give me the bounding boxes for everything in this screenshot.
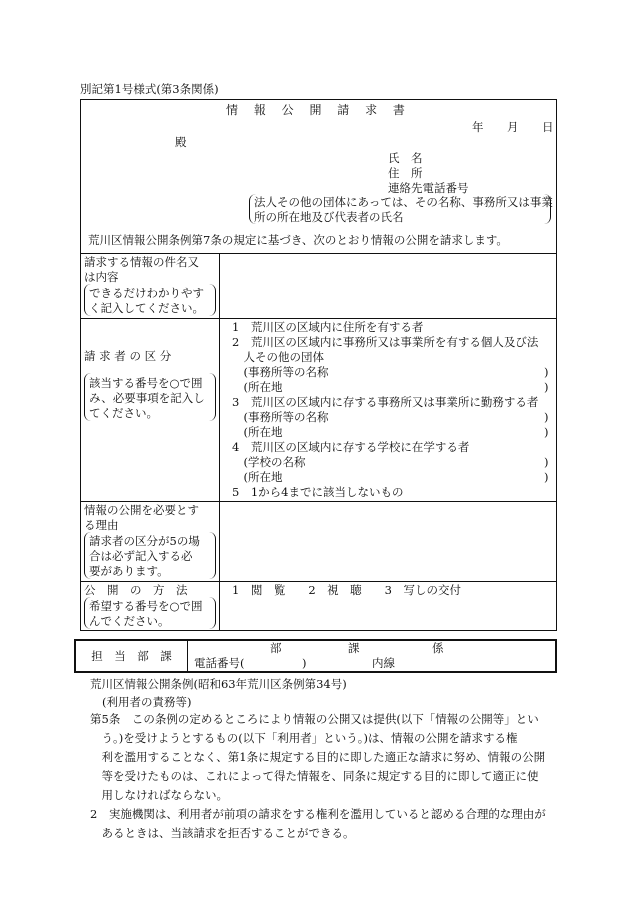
staff-bu-label: 部 — [270, 641, 282, 655]
date-month-label: 月 — [507, 120, 519, 134]
form-title: 情 報 公 開 請 求 書 — [226, 103, 411, 117]
ordinance-line: 用しなければならない。 — [90, 788, 228, 802]
staff-ka-label: 課 — [348, 641, 360, 655]
category-item-3-office-address[interactable]: (所在地 — [232, 425, 283, 439]
close-paren: ) — [544, 470, 549, 484]
ordinance-line: 2 実施機関は、利用者が前項の請求をする権利を濫用していると認める合理的な理由が — [90, 807, 546, 821]
row-divider-reason — [80, 581, 557, 582]
category-item-1[interactable]: 1 荒川区の区域内に住所を有する者 — [232, 320, 424, 334]
ordinance-line: う。)を受けようとするもの(以下「利用者」という。)は、情報の公開を請求する権 — [90, 731, 518, 745]
subject-label-line2: は内容 — [84, 270, 119, 284]
category-item-2-cont: 人その他の団体 — [232, 350, 324, 364]
request-statement: 荒川区情報公開条例第7条の規定に基づき、次のとおり情報の公開を請求します。 — [88, 233, 508, 247]
close-paren: ) — [544, 425, 549, 439]
reason-label-line2: る理由 — [84, 518, 119, 532]
staff-divider — [187, 640, 188, 672]
staff-kakari-label: 係 — [432, 641, 444, 655]
category-item-2[interactable]: 2 荒川区の区域内に事務所又は事業所を有する個人及び法 — [232, 335, 539, 349]
form-identifier: 別記第1号様式(第3条関係) — [80, 82, 219, 96]
category-item-2-office-address[interactable]: (所在地 — [232, 380, 283, 394]
method-note-line2: んでください。 — [89, 614, 170, 628]
method-label: 公 開 の 方 法 — [84, 583, 188, 597]
subject-input-area[interactable] — [221, 256, 555, 316]
method-options[interactable]: 1 閲 覧 2 視 聴 3 写しの交付 — [232, 583, 461, 597]
reason-note-line3: 要があります。 — [89, 564, 169, 578]
row-divider-subject — [80, 318, 557, 319]
close-paren: ) — [544, 365, 549, 379]
table-column-divider — [219, 253, 220, 631]
row-divider-category — [80, 501, 557, 502]
close-paren: ) — [544, 380, 549, 394]
staff-label: 担 当 部 課 — [91, 649, 172, 663]
ordinance-line: 第5条 この条例の定めるところにより情報の公開又は提供(以下「情報の公開等」とい — [90, 712, 539, 726]
date-year-label: 年 — [472, 120, 484, 134]
close-paren: ) — [544, 455, 549, 469]
category-label: 請 求 者 の 区 分 — [84, 349, 172, 363]
category-item-3[interactable]: 3 荒川区の区域内に存する事務所又は事業所に勤務する者 — [232, 395, 539, 409]
requester-address-label: 住 所 — [388, 166, 423, 180]
ordinance-line: 等を受けたものは、これによって得た情報を、同条に規定する目的に即して適正に使 — [90, 769, 539, 783]
ordinance-line: 利を濫用することなく、第1条に規定する目的に即した適正な請求に努め、情報の公開 — [90, 750, 546, 764]
reason-note-line2: 合は必ず記入する必 — [89, 549, 193, 563]
subject-label: 請求する情報の件名又 — [84, 255, 199, 269]
category-note-line1: 該当する番号を○で囲 — [89, 376, 203, 390]
ordinance-text — [90, 713, 546, 846]
reason-note-line1: 請求者の区分が5の場 — [89, 534, 200, 548]
date-day-label: 日 — [542, 120, 554, 134]
requester-phone-label: 連絡先電話番号 — [388, 181, 469, 195]
category-item-2-office-name[interactable]: (事務所等の名称 — [232, 365, 329, 379]
table-top-line — [80, 253, 557, 254]
reason-label: 情報の公開を必要とす — [84, 503, 199, 517]
subject-note-line1: できるだけわかりやす — [89, 286, 204, 300]
staff-extension-label: 内線 — [372, 656, 395, 670]
ordinance-line: あるときは、当該請求を拒否することができる。 — [90, 826, 355, 840]
category-options-list — [232, 321, 538, 501]
corporate-note-line1: 法人その他の団体にあっては、その名称、事務所又は事業 — [254, 195, 553, 209]
addressee-suffix: 殿 — [175, 135, 187, 149]
corporate-note-line2: 所の所在地及び代表者の氏名 — [254, 210, 404, 224]
ordinance-subtitle: (利用者の責務等) — [102, 695, 192, 709]
ordinance-title: 荒川区情報公開条例(昭和63年荒川区条例第34号) — [90, 677, 347, 691]
category-item-4[interactable]: 4 荒川区の区域内に存する学校に在学する者 — [232, 440, 470, 454]
category-note-line2: み、必要事項を記入し — [89, 391, 205, 405]
category-item-5[interactable]: 5 1から4までに該当しないもの — [232, 485, 404, 499]
category-item-3-office-name[interactable]: (事務所等の名称 — [232, 410, 329, 424]
requester-name-label: 氏 名 — [388, 151, 423, 165]
reason-input-area[interactable] — [221, 504, 555, 579]
staff-phone-label: 電話番号( ) — [194, 656, 307, 670]
category-item-4-school-address[interactable]: (所在地 — [232, 470, 283, 484]
category-item-4-school-name[interactable]: (学校の名称 — [232, 455, 306, 469]
subject-note-line2: く記入してください。 — [89, 301, 204, 315]
method-note-line1: 希望する番号を○で囲 — [89, 599, 203, 613]
close-paren: ) — [544, 410, 549, 424]
category-note-line3: てください。 — [89, 406, 158, 420]
